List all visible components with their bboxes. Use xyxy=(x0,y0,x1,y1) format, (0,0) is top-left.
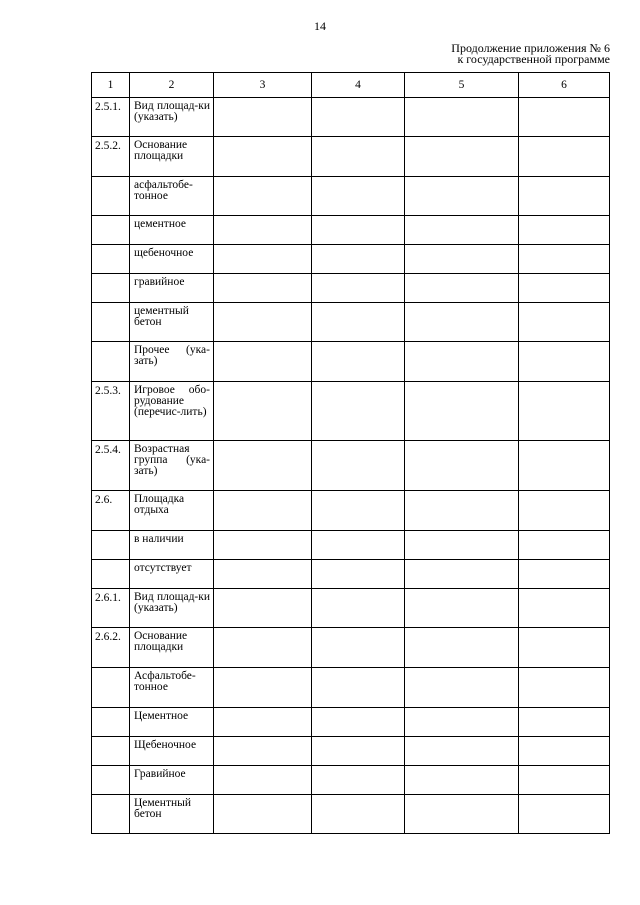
empty-cell-col-4 xyxy=(312,589,405,628)
empty-cell-col-5 xyxy=(405,668,519,708)
row-name-cell xyxy=(130,795,214,834)
empty-cell-col-3 xyxy=(214,98,312,137)
empty-cell-col-5 xyxy=(405,737,519,766)
empty-cell-col-4 xyxy=(312,628,405,668)
row-name-cell xyxy=(130,245,214,274)
empty-cell-col-4 xyxy=(312,766,405,795)
row-name-text: Основание площадки xyxy=(134,630,188,653)
empty-cell-col-3 xyxy=(214,531,312,560)
empty-cell-col-5 xyxy=(405,795,519,834)
table-row xyxy=(92,245,610,274)
empty-cell-col-5 xyxy=(405,98,519,137)
empty-cell-col-6 xyxy=(519,177,610,216)
empty-cell-col-5 xyxy=(405,589,519,628)
table-row xyxy=(92,668,610,708)
table-row xyxy=(92,137,610,177)
empty-cell-col-3 xyxy=(214,382,312,441)
empty-cell-col-6 xyxy=(519,342,610,382)
empty-cell-col-3 xyxy=(214,177,312,216)
row-number-cell xyxy=(92,766,130,795)
table-row xyxy=(92,795,610,834)
table-row xyxy=(92,342,610,382)
empty-cell-col-5 xyxy=(405,137,519,177)
empty-cell-col-6 xyxy=(519,303,610,342)
empty-cell-col-6 xyxy=(519,560,610,589)
empty-cell-col-6 xyxy=(519,216,610,245)
empty-cell-col-3 xyxy=(214,560,312,589)
row-number-cell xyxy=(92,795,130,834)
empty-cell-col-4 xyxy=(312,795,405,834)
table-row xyxy=(92,708,610,737)
row-number-cell xyxy=(92,737,130,766)
column-header: 4 xyxy=(312,73,405,98)
row-name-cell xyxy=(130,303,214,342)
empty-cell-col-5 xyxy=(405,628,519,668)
empty-cell-col-6 xyxy=(519,668,610,708)
column-header: 2 xyxy=(130,73,214,98)
empty-cell-col-6 xyxy=(519,589,610,628)
row-name-cell xyxy=(130,98,214,137)
row-name-cell xyxy=(130,216,214,245)
empty-cell-col-6 xyxy=(519,795,610,834)
row-name-text: Вид площад-ки (указать) xyxy=(134,591,210,614)
column-header: 1 xyxy=(92,73,130,98)
table-row xyxy=(92,628,610,668)
empty-cell-col-6 xyxy=(519,531,610,560)
row-name-cell xyxy=(130,491,214,531)
row-name-text: Гравийное xyxy=(134,768,186,780)
empty-cell-col-4 xyxy=(312,668,405,708)
row-name-text: Возрастная группа (ука-зать) xyxy=(134,443,210,477)
row-number-cell: 2.5.3. xyxy=(92,382,130,441)
empty-cell-col-5 xyxy=(405,441,519,491)
empty-cell-col-3 xyxy=(214,216,312,245)
row-name-text: отсутствует xyxy=(134,562,192,574)
empty-cell-col-5 xyxy=(405,177,519,216)
table-row xyxy=(92,303,610,342)
empty-cell-col-6 xyxy=(519,274,610,303)
empty-cell-col-5 xyxy=(405,708,519,737)
row-name-text: в наличии xyxy=(134,533,184,545)
empty-cell-col-6 xyxy=(519,737,610,766)
row-name-text: Цементное xyxy=(134,710,189,722)
empty-cell-col-6 xyxy=(519,382,610,441)
empty-cell-col-6 xyxy=(519,708,610,737)
table-row xyxy=(92,216,610,245)
empty-cell-col-3 xyxy=(214,274,312,303)
empty-cell-col-4 xyxy=(312,737,405,766)
empty-cell-col-4 xyxy=(312,245,405,274)
annex-line-2: к государственной программе xyxy=(457,52,610,66)
empty-cell-col-5 xyxy=(405,766,519,795)
header-row xyxy=(92,73,610,98)
row-name-text: Основание площадки xyxy=(134,139,188,162)
row-number-cell: 2.5.1. xyxy=(92,98,130,137)
row-name-text: Прочее (ука-зать) xyxy=(134,344,210,367)
row-name-text: Площадка отдыха xyxy=(134,493,185,516)
table-row xyxy=(92,766,610,795)
row-number-cell xyxy=(92,177,130,216)
empty-cell-col-3 xyxy=(214,491,312,531)
row-number-cell xyxy=(92,245,130,274)
row-number-cell: 2.6. xyxy=(92,491,130,531)
row-name-cell xyxy=(130,668,214,708)
empty-cell-col-5 xyxy=(405,303,519,342)
empty-cell-col-3 xyxy=(214,795,312,834)
row-name-text: гравийное xyxy=(134,276,185,288)
row-name-cell xyxy=(130,560,214,589)
row-number-cell xyxy=(92,708,130,737)
empty-cell-col-4 xyxy=(312,274,405,303)
empty-cell-col-3 xyxy=(214,766,312,795)
empty-cell-col-5 xyxy=(405,491,519,531)
column-header: 5 xyxy=(405,73,519,98)
row-number-cell: 2.6.2. xyxy=(92,628,130,668)
empty-cell-col-3 xyxy=(214,342,312,382)
empty-cell-col-5 xyxy=(405,382,519,441)
empty-cell-col-4 xyxy=(312,137,405,177)
empty-cell-col-3 xyxy=(214,245,312,274)
empty-cell-col-4 xyxy=(312,560,405,589)
row-name-cell xyxy=(130,766,214,795)
row-name-text: Игровое обо-рудование (перечис-лить) xyxy=(134,384,210,418)
row-name-text: цементное xyxy=(134,218,186,230)
empty-cell-col-4 xyxy=(312,98,405,137)
row-number-cell: 2.6.1. xyxy=(92,589,130,628)
row-number-cell xyxy=(92,560,130,589)
empty-cell-col-3 xyxy=(214,137,312,177)
row-name-text: Цементный бетон xyxy=(134,797,192,820)
row-number-cell: 2.5.4. xyxy=(92,441,130,491)
empty-cell-col-4 xyxy=(312,216,405,245)
row-name-cell xyxy=(130,708,214,737)
empty-cell-col-4 xyxy=(312,382,405,441)
table-row xyxy=(92,589,610,628)
table-row xyxy=(92,274,610,303)
table-row xyxy=(92,441,610,491)
empty-cell-col-6 xyxy=(519,441,610,491)
empty-cell-col-3 xyxy=(214,589,312,628)
row-name-cell xyxy=(130,531,214,560)
row-name-cell xyxy=(130,177,214,216)
row-name-cell xyxy=(130,137,214,177)
empty-cell-col-5 xyxy=(405,342,519,382)
annex-caption xyxy=(451,43,610,65)
empty-cell-col-5 xyxy=(405,531,519,560)
row-number-cell xyxy=(92,216,130,245)
empty-cell-col-3 xyxy=(214,441,312,491)
data-table xyxy=(91,72,610,834)
table-row xyxy=(92,177,610,216)
empty-cell-col-6 xyxy=(519,491,610,531)
empty-cell-col-4 xyxy=(312,531,405,560)
empty-cell-col-4 xyxy=(312,708,405,737)
row-number-cell xyxy=(92,303,130,342)
empty-cell-col-4 xyxy=(312,177,405,216)
table-row xyxy=(92,531,610,560)
table-row xyxy=(92,98,610,137)
table-row xyxy=(92,382,610,441)
row-number-cell: 2.5.2. xyxy=(92,137,130,177)
annex-line-1: Продолжение приложения № 6 xyxy=(451,41,610,55)
empty-cell-col-4 xyxy=(312,441,405,491)
row-name-cell xyxy=(130,589,214,628)
empty-cell-col-6 xyxy=(519,628,610,668)
row-number-cell xyxy=(92,668,130,708)
row-name-text: Вид площад-ки (указать) xyxy=(134,100,210,123)
row-name-text: цементный бетон xyxy=(134,305,189,328)
empty-cell-col-6 xyxy=(519,245,610,274)
empty-cell-col-4 xyxy=(312,303,405,342)
row-name-cell xyxy=(130,274,214,303)
row-number-cell xyxy=(92,342,130,382)
row-name-text: Асфальтобе-тонное xyxy=(134,670,196,693)
row-name-cell xyxy=(130,737,214,766)
empty-cell-col-3 xyxy=(214,737,312,766)
column-header: 6 xyxy=(519,73,610,98)
table-row xyxy=(92,560,610,589)
row-number-cell xyxy=(92,531,130,560)
empty-cell-col-6 xyxy=(519,766,610,795)
row-number-cell xyxy=(92,274,130,303)
row-name-cell xyxy=(130,628,214,668)
empty-cell-col-5 xyxy=(405,245,519,274)
empty-cell-col-4 xyxy=(312,342,405,382)
row-name-cell xyxy=(130,441,214,491)
empty-cell-col-3 xyxy=(214,708,312,737)
empty-cell-col-3 xyxy=(214,668,312,708)
table-row xyxy=(92,491,610,531)
page-number: 14 xyxy=(314,19,326,33)
row-name-text: Щебеночное xyxy=(134,739,197,751)
row-name-cell xyxy=(130,342,214,382)
row-name-cell xyxy=(130,382,214,441)
empty-cell-col-5 xyxy=(405,560,519,589)
row-name-text: асфальтобе-тонное xyxy=(134,179,193,202)
empty-cell-col-3 xyxy=(214,303,312,342)
column-header: 3 xyxy=(214,73,312,98)
empty-cell-col-5 xyxy=(405,274,519,303)
table-row xyxy=(92,737,610,766)
empty-cell-col-3 xyxy=(214,628,312,668)
empty-cell-col-5 xyxy=(405,216,519,245)
empty-cell-col-4 xyxy=(312,491,405,531)
empty-cell-col-6 xyxy=(519,137,610,177)
empty-cell-col-6 xyxy=(519,98,610,137)
row-name-text: щебеночное xyxy=(134,247,194,259)
